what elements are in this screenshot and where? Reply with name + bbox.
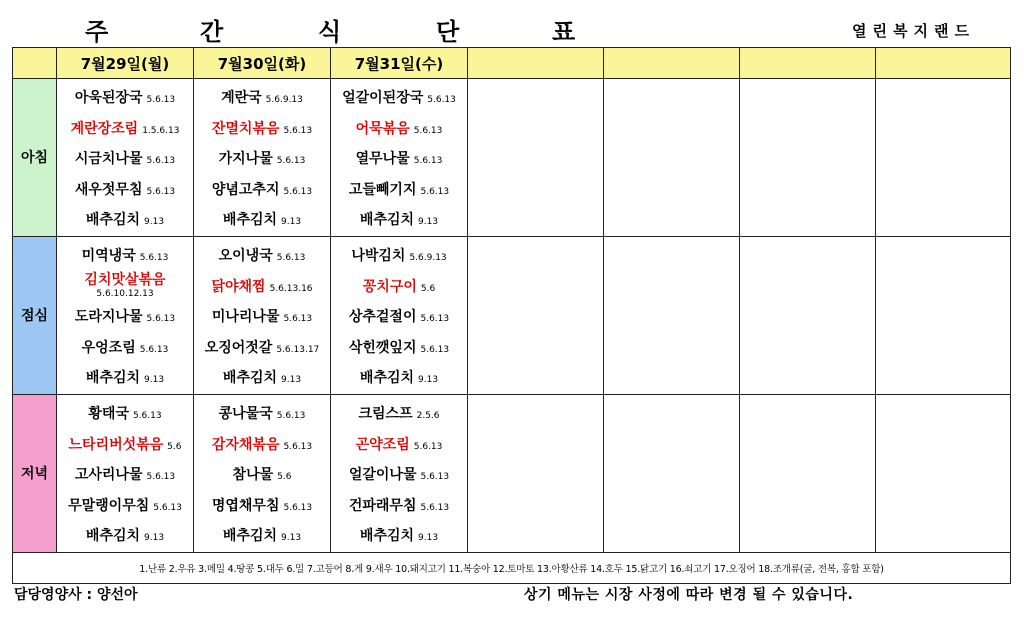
allergen-codes: 5.6.13 bbox=[146, 472, 176, 483]
meal-row bbox=[13, 394, 1011, 552]
dish-name: 삭힌깻잎지 bbox=[348, 339, 417, 356]
day-header: 7월31일(수) bbox=[331, 48, 468, 79]
dish-name: 고사리나물 bbox=[74, 467, 143, 484]
menu-item bbox=[194, 205, 330, 236]
menu-cell bbox=[604, 236, 740, 394]
allergen-codes: 9.13 bbox=[418, 375, 439, 386]
allergen-codes: 5.6.13 bbox=[153, 502, 182, 513]
allergen-codes: 5.6.13 bbox=[427, 95, 456, 105]
allergen-codes: 5.6.13 bbox=[146, 95, 176, 105]
menu-cell bbox=[57, 394, 194, 552]
dish-name: 명엽채무침 bbox=[211, 497, 280, 514]
menu-item bbox=[57, 399, 193, 430]
allergen-codes: 9.13 bbox=[418, 217, 439, 228]
dish-name: 오이냉국 bbox=[218, 247, 273, 264]
menu-cell bbox=[468, 394, 604, 552]
menu-item bbox=[331, 114, 467, 145]
day-header: 7월30일(화) bbox=[194, 48, 331, 79]
weekly-menu-table bbox=[12, 47, 1011, 584]
meal-label: 점심 bbox=[13, 236, 57, 394]
menu-item bbox=[331, 144, 467, 175]
dish-name: 황태국 bbox=[88, 405, 129, 422]
menu-item bbox=[57, 521, 193, 552]
organization-name: 열린복지랜드 bbox=[852, 22, 975, 40]
dish-name: 계란장조림 bbox=[70, 120, 139, 137]
allergen-codes: 2.5.6 bbox=[416, 410, 440, 421]
meal-label: 아침 bbox=[13, 79, 57, 237]
dish-name: 크림스프 bbox=[358, 405, 413, 422]
allergen-codes: 5.6.13 bbox=[139, 344, 169, 355]
allergen-codes: 9.13 bbox=[144, 533, 165, 544]
menu-item bbox=[331, 272, 467, 303]
dish-name: 배추김치 bbox=[222, 370, 278, 387]
dish-name: 상추겉절이 bbox=[348, 309, 417, 326]
dish-name: 배추김치 bbox=[85, 528, 141, 545]
day-header bbox=[876, 48, 1011, 79]
allergen-codes: 5.6.13 bbox=[420, 344, 450, 355]
dish-name: 배추김치 bbox=[359, 212, 415, 229]
title-char-2: 간 bbox=[200, 18, 224, 46]
menu-cell bbox=[57, 79, 194, 237]
menu-item bbox=[194, 460, 330, 491]
dish-name: 가지나물 bbox=[218, 151, 273, 168]
menu-item bbox=[331, 333, 467, 364]
menu-item bbox=[331, 83, 467, 114]
dish-name: 얼갈이나물 bbox=[348, 467, 417, 484]
dish-name: 배추김치 bbox=[359, 370, 415, 387]
dish-name: 참나물 bbox=[232, 467, 274, 484]
dish-name: 아욱된장국 bbox=[74, 90, 143, 106]
dish-name: 꽁치구이 bbox=[362, 278, 417, 295]
title-char-4: 단 bbox=[436, 18, 460, 46]
dish-name: 도라지나물 bbox=[74, 309, 143, 326]
allergen-codes: 5.6.13 bbox=[283, 186, 313, 197]
allergen-codes: 5.6.13 bbox=[420, 472, 450, 483]
allergen-codes: 5.6.13 bbox=[420, 314, 450, 325]
dish-name: 새우젓무침 bbox=[74, 181, 143, 198]
menu-item bbox=[194, 363, 330, 394]
allergen-codes: 5.6.13 bbox=[283, 502, 313, 513]
allergen-codes: 5.6.13 bbox=[146, 314, 176, 325]
menu-item bbox=[57, 460, 193, 491]
menu-cell bbox=[740, 394, 876, 552]
allergen-codes: 5.6.13 bbox=[276, 410, 306, 421]
allergen-codes: 9.13 bbox=[144, 375, 165, 386]
menu-item bbox=[194, 430, 330, 461]
dish-name: 미역냉국 bbox=[81, 247, 136, 264]
dish-name: 닭야채찜 bbox=[211, 278, 266, 295]
dish-name: 배추김치 bbox=[85, 212, 141, 229]
dish-name: 계란국 bbox=[221, 90, 262, 106]
dish-name: 배추김치 bbox=[85, 370, 141, 387]
allergen-codes: 1.5.6.13 bbox=[142, 125, 180, 136]
allergen-codes: 5.6 bbox=[167, 441, 182, 452]
dish-name: 건파래무침 bbox=[348, 497, 417, 514]
menu-item bbox=[194, 175, 330, 206]
day-header: 7월29일(월) bbox=[57, 48, 194, 79]
allergen-codes: 5.6.13.16 bbox=[269, 283, 313, 294]
nutritionist: 담당영양사 : 양선아 bbox=[14, 587, 138, 603]
menu-item bbox=[331, 175, 467, 206]
menu-item bbox=[331, 521, 467, 552]
menu-cell bbox=[194, 394, 331, 552]
menu-cell bbox=[740, 236, 876, 394]
dish-name: 열무나물 bbox=[355, 151, 410, 168]
menu-item bbox=[57, 363, 193, 394]
dish-name: 느타리버섯볶음 bbox=[68, 436, 164, 453]
menu-item bbox=[57, 175, 193, 206]
menu-item bbox=[331, 460, 467, 491]
menu-item bbox=[57, 241, 193, 272]
menu-cell bbox=[331, 236, 468, 394]
menu-cell bbox=[740, 79, 876, 237]
menu-item bbox=[331, 399, 467, 430]
dish-name: 고들빼기지 bbox=[348, 181, 417, 198]
day-header-row bbox=[13, 48, 1011, 79]
allergen-legend: 1.난류 2.우유 3.메밀 4.땅콩 5.대두 6.밀 7.고등어 8.게 9.새우 10.돼지고기 11.복숭아 12.토마토 13.아황산류 14.호두 15.닭고기 16.쇠고기 17.오징어 18.조개류(굴, 전복, 홍합 포함) bbox=[13, 552, 1011, 583]
menu-item bbox=[331, 363, 467, 394]
menu-item bbox=[57, 144, 193, 175]
dish-name: 오징어젓갈 bbox=[204, 339, 273, 356]
meal-label: 저녁 bbox=[13, 394, 57, 552]
allergen-codes: 9.13 bbox=[418, 533, 439, 544]
dish-name: 김치맛살볶음 bbox=[84, 271, 166, 288]
menu-item bbox=[194, 144, 330, 175]
corner-cell bbox=[13, 48, 57, 79]
menu-item bbox=[331, 430, 467, 461]
dish-name: 시금치나물 bbox=[74, 151, 143, 168]
title-char-1: 주 bbox=[85, 18, 109, 46]
menu-item bbox=[57, 114, 193, 145]
menu-item bbox=[57, 333, 193, 364]
allergen-codes: 5.6.13 bbox=[146, 156, 176, 167]
allergen-codes: 5.6.13 bbox=[420, 186, 450, 197]
dish-name: 감자채볶음 bbox=[211, 436, 280, 453]
allergen-codes: 5.6.13 bbox=[283, 441, 313, 452]
menu-item bbox=[57, 430, 193, 461]
allergen-codes: 5.6.13 bbox=[276, 252, 306, 263]
allergen-codes: 5.6.13 bbox=[139, 252, 169, 263]
menu-item bbox=[331, 205, 467, 236]
menu-item bbox=[57, 205, 193, 236]
menu-cell bbox=[194, 236, 331, 394]
allergen-codes: 9.13 bbox=[281, 375, 302, 386]
title-char-3: 식 bbox=[318, 18, 342, 46]
allergen-codes: 9.13 bbox=[144, 217, 165, 228]
allergen-codes: 5.6.13 bbox=[146, 186, 176, 197]
meal-row bbox=[13, 236, 1011, 394]
allergen-codes: 5.6.13 bbox=[413, 125, 443, 136]
menu-cell bbox=[876, 236, 1011, 394]
allergen-codes: 9.13 bbox=[281, 533, 302, 544]
allergen-codes: 5.6.13 bbox=[132, 410, 162, 421]
menu-item bbox=[194, 491, 330, 522]
allergen-codes: 5.6.13 bbox=[420, 502, 450, 513]
menu-cell bbox=[468, 79, 604, 237]
menu-item bbox=[57, 272, 193, 303]
menu-item bbox=[57, 302, 193, 333]
dish-name: 배추김치 bbox=[222, 212, 278, 229]
menu-item bbox=[331, 241, 467, 272]
allergen-codes: 5.6 bbox=[277, 472, 292, 483]
dish-name: 배추김치 bbox=[359, 528, 415, 545]
dish-name: 양념고추지 bbox=[211, 181, 280, 198]
meal-row bbox=[13, 79, 1011, 237]
menu-item bbox=[57, 83, 193, 114]
menu-cell bbox=[331, 394, 468, 552]
allergen-codes: 5.6 bbox=[420, 283, 436, 294]
menu-change-notice: 상기 메뉴는 시장 사정에 따라 변경 될 수 있습니다. bbox=[524, 587, 854, 603]
menu-item bbox=[194, 333, 330, 364]
menu-cell bbox=[876, 79, 1011, 237]
allergen-legend-row bbox=[13, 552, 1011, 583]
allergen-codes: 5.6.13.17 bbox=[276, 344, 320, 355]
menu-cell bbox=[194, 79, 331, 237]
day-header bbox=[604, 48, 740, 79]
menu-cell bbox=[604, 394, 740, 552]
menu-cell bbox=[331, 79, 468, 237]
allergen-codes: 5.6.9.13 bbox=[409, 252, 447, 263]
dish-name: 어묵볶음 bbox=[355, 120, 410, 137]
dish-name: 나박김치 bbox=[351, 247, 406, 264]
dish-name: 무말랭이무침 bbox=[68, 497, 150, 514]
allergen-codes: 9.13 bbox=[281, 217, 302, 228]
allergen-codes: 5.6.13 bbox=[413, 156, 443, 167]
dish-name: 콩나물국 bbox=[218, 405, 273, 422]
day-header bbox=[468, 48, 604, 79]
menu-item bbox=[331, 491, 467, 522]
menu-item bbox=[194, 83, 330, 114]
allergen-codes: 5.6.13 bbox=[283, 314, 313, 325]
menu-item bbox=[194, 272, 330, 303]
allergen-codes: 5.6.9.13 bbox=[265, 95, 303, 105]
allergen-codes: 5.6.13 bbox=[283, 125, 313, 136]
dish-name: 미나리나물 bbox=[211, 309, 280, 326]
menu-item bbox=[194, 399, 330, 430]
menu-item bbox=[194, 302, 330, 333]
dish-name: 얼갈이된장국 bbox=[342, 90, 424, 106]
title-char-5: 표 bbox=[552, 18, 576, 46]
allergen-codes: 5.6.13 bbox=[276, 156, 306, 167]
menu-item bbox=[194, 114, 330, 145]
menu-cell bbox=[876, 394, 1011, 552]
dish-name: 곤약조림 bbox=[355, 436, 410, 453]
allergen-codes: 5.6.10.12.13 bbox=[96, 288, 154, 299]
menu-cell bbox=[468, 236, 604, 394]
menu-item bbox=[194, 521, 330, 552]
dish-name: 우엉조림 bbox=[81, 339, 136, 356]
menu-item bbox=[194, 241, 330, 272]
dish-name: 잔멸치볶음 bbox=[211, 120, 280, 137]
dish-name: 배추김치 bbox=[222, 528, 278, 545]
allergen-codes: 5.6.13 bbox=[413, 441, 443, 452]
menu-item bbox=[331, 302, 467, 333]
day-header bbox=[740, 48, 876, 79]
menu-cell bbox=[57, 236, 194, 394]
menu-cell bbox=[604, 79, 740, 237]
menu-item bbox=[57, 491, 193, 522]
